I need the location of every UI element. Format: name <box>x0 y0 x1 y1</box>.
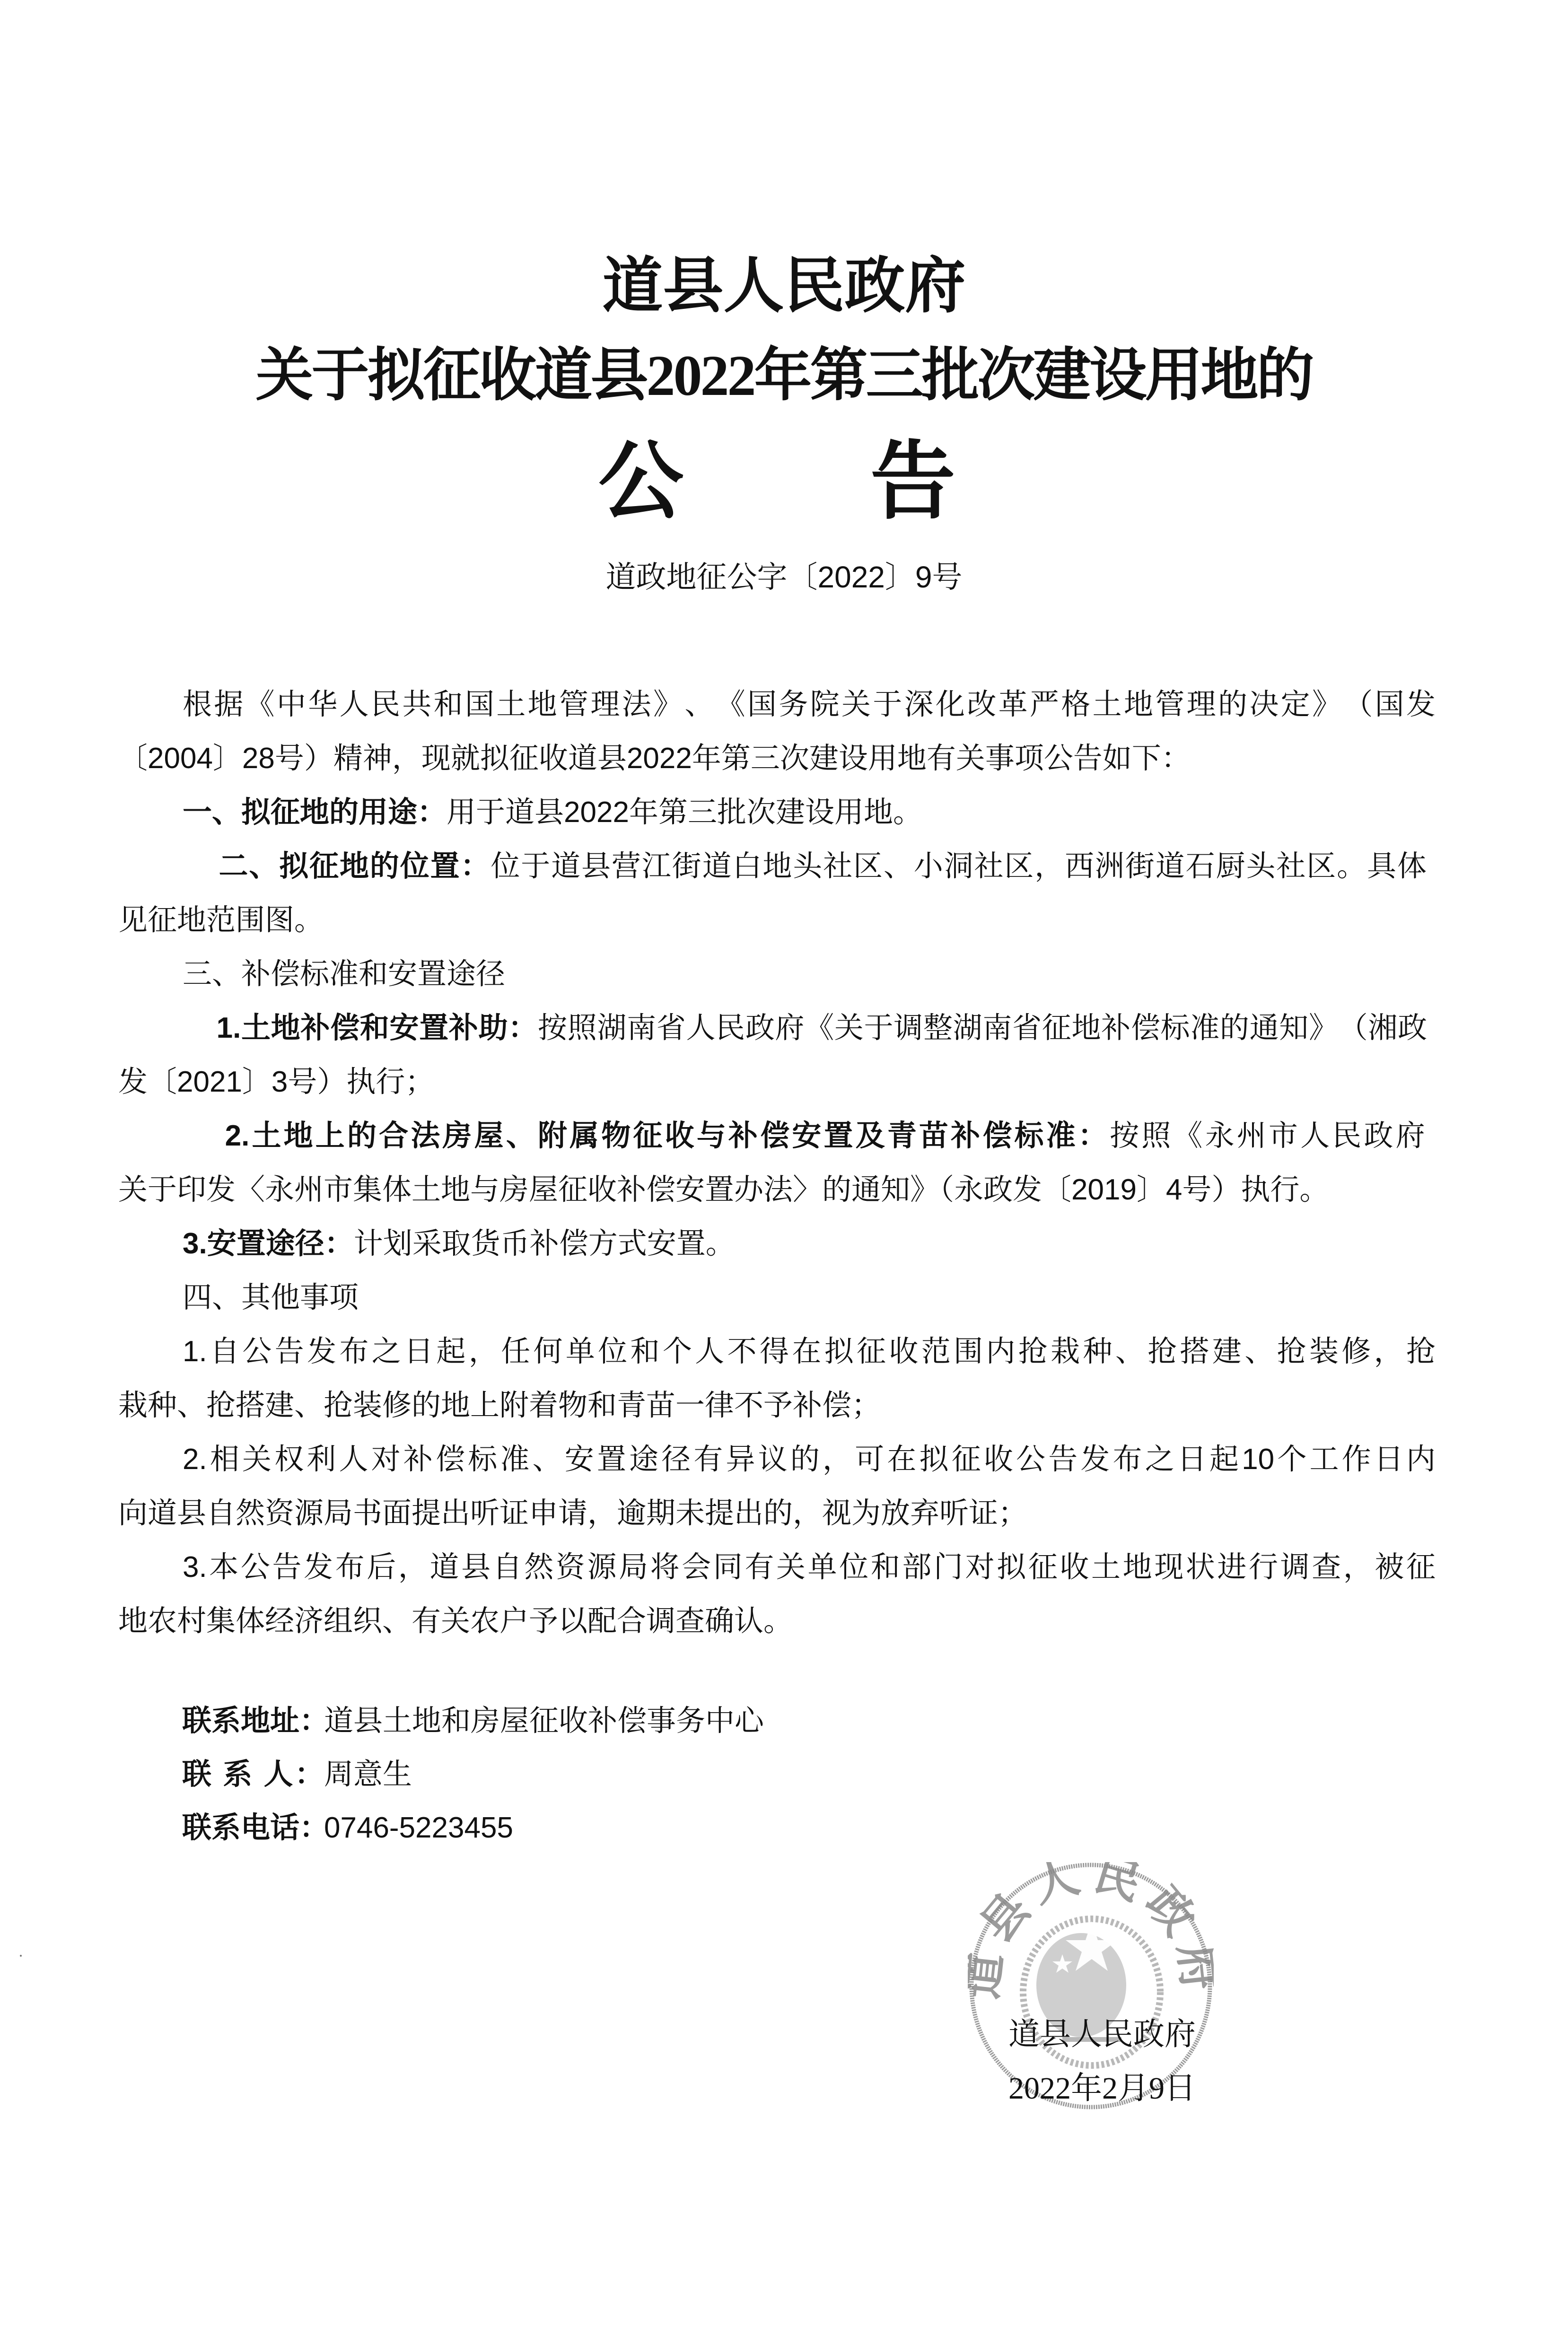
subject-title: 关于拟征收道县2022年第三批次建设用地的 <box>255 344 1313 408</box>
section-3-item-1-line-2: 发〔2021〕3号）执行； <box>118 1066 435 1098</box>
document-number: 道政地征公字〔2022〕9号 <box>605 560 963 594</box>
section-1-text: 用于道县2022年第三批次建设用地。 <box>447 796 922 829</box>
intro-line-2: 〔2004〕28号）精神，现就拟征收道县2022年第三次建设用地有关事项公告如下： <box>118 742 1191 775</box>
issuer-title: 道县人民政府 <box>602 253 966 320</box>
contact-address-value: 道县土地和房屋征收补偿事务中心 <box>324 1705 764 1737</box>
section-3-item-1-label: 1​.​土​地​补​偿​和​安​置​补​助​： <box>216 1012 538 1044</box>
section-2-heading: 二​、​拟​征​地​的​位​置​： <box>219 850 491 883</box>
contact-block <box>182 1694 764 1855</box>
section-2-text-1: 位​于​道​县​营​江​街​道​白​地​头​社​区​、​小​洞​社​区​，​西​洲​街​道​石​厨​头​社​区​。​具​体 <box>491 850 1428 883</box>
section-3-item-2-line-1: ​ ​ ​ ​ 2​.​土​地​上​的​合​法​房​屋​、​附​属​物​征​收​与​补​偿​安​置​及​青​苗​补​偿​标​准​：按​照​《​永​州​市​人​民​政​府​ ​ <box>183 1120 1436 1152</box>
section-4-item-1-line-1: 1​.​自​公​告​发​布​之​日​起​，​任​何​单​位​和​个​人​不​得​在​拟​征​收​范​围​内​抢​栽​种​、​抢​搭​建​、​抢​装​修​，​抢 <box>183 1335 1436 1368</box>
section-4-item-2-line-1: 2​.​相​关​权​利​人​对​补​偿​标​准​、​安​置​途​径​有​异​议​的​，​可​在​拟​征​收​公​告​发​布​之​日​起​1​0​个​工​作​日​内 <box>183 1443 1436 1476</box>
scan-speck <box>20 1955 22 1957</box>
contact-person-label: 联 系 人： <box>182 1758 324 1791</box>
section-3-item-3-text: 计划采取货币补偿方式安置。 <box>353 1227 735 1260</box>
contact-person-value: 周意生 <box>324 1758 412 1791</box>
section-4-heading: 四、其他事项 <box>183 1281 359 1314</box>
section-4-item-3-line-2: 地农村集体经济组织、有关农户予以配合调查确认。 <box>118 1605 793 1637</box>
contact-phone-row <box>182 1801 764 1855</box>
contact-phone-value: 0746-5223455 <box>324 1811 513 1844</box>
intro-line-1: 根​据​《​中​华​人​民​共​和​国​土​地​管​理​法​》​、​《​国​务​院​关​于​深​化​改​革​严​格​土​地​管​理​的​决​定​》​（​国​发 <box>183 688 1436 721</box>
contact-address-label: 联系地址： <box>182 1705 329 1737</box>
section-2-line-2: 见征地范围图。 <box>118 904 324 936</box>
document-type-char-1: 公 <box>598 435 684 529</box>
section-3-item-2-line-2: 关于印发〈永州市集体土地与房屋征收补偿安置办法〉的通知》（永政发〔2019〕4号）执行。 <box>118 1173 1329 1206</box>
seal-text: 县人民政 <box>970 1862 1211 1952</box>
contact-address-row <box>182 1694 764 1748</box>
section-3-heading: 三、补偿标准和安置途径 <box>183 958 506 990</box>
section-3-item-3 <box>118 1217 1436 1271</box>
contact-person-row <box>182 1748 764 1801</box>
section-1-heading: 一、拟征地的用途： <box>183 796 447 829</box>
section-2-line-1: ​ ​ ​ ​ 二​、​拟​征​地​的​位​置​：位​于​道​县​营​江​街​道​白​地​头​社​区​、​小​洞​社​区​，​西​洲​街​道​石​厨​头​社​区​。​具​体​ ​ <box>183 850 1436 883</box>
section-3-item-3-label: 3.安置途径： <box>183 1227 354 1260</box>
section-3-item-2-label: 2​.​土​地​上​的​合​法​房​屋​、​附​属​物​征​收​与​补​偿​安​置​及​青​苗​补​偿​标​准​： <box>225 1120 1110 1152</box>
section-1 <box>118 786 1436 840</box>
signature-issuer: 道县人民政府 <box>1008 2017 1196 2052</box>
document-type-char-2: 告 <box>870 435 956 529</box>
announcement-body <box>118 678 1436 1648</box>
section-3-item-1-line-1: ​ ​ ​ ​ 1​.​土​地​补​偿​和​安​置​补​助​：按​照​湖​南​省​人​民​政​府​《​关​于​调​整​湖​南​省​征​地​补​偿​标​准​的​通​知​》​（​湘​政​ ​ <box>183 1012 1436 1044</box>
section-4-item-2-line-2: 向道县自然资源局书面提出听证申请，逾期未提出的，视为放弃听证； <box>118 1497 1028 1530</box>
section-3-item-2-text-1: 按​照​《​永​州​市​人​民​政​府 <box>1110 1120 1428 1152</box>
contact-phone-label: 联系电话： <box>182 1811 329 1844</box>
document-type-heading <box>0 435 1568 530</box>
signature-date: 2022年2月9日 <box>1008 2071 1196 2106</box>
section-4-item-1-line-2: 栽种、抢搭建、抢装修的地上附着物和青苗一律不予补偿； <box>118 1389 881 1422</box>
section-4-item-3-line-1: 3​.​本​公​告​发​布​后​，​道​县​自​然​资​源​局​将​会​同​有​关​单​位​和​部​门​对​拟​征​收​土​地​现​状​进​行​调​查​，​被​征 <box>183 1551 1436 1584</box>
section-3-item-1-text-1: 按​照​湖​南​省​人​民​政​府​《​关​于​调​整​湖​南​省​征​地​补​偿​标​准​的​通​知​》​（​湘​政 <box>538 1012 1428 1044</box>
